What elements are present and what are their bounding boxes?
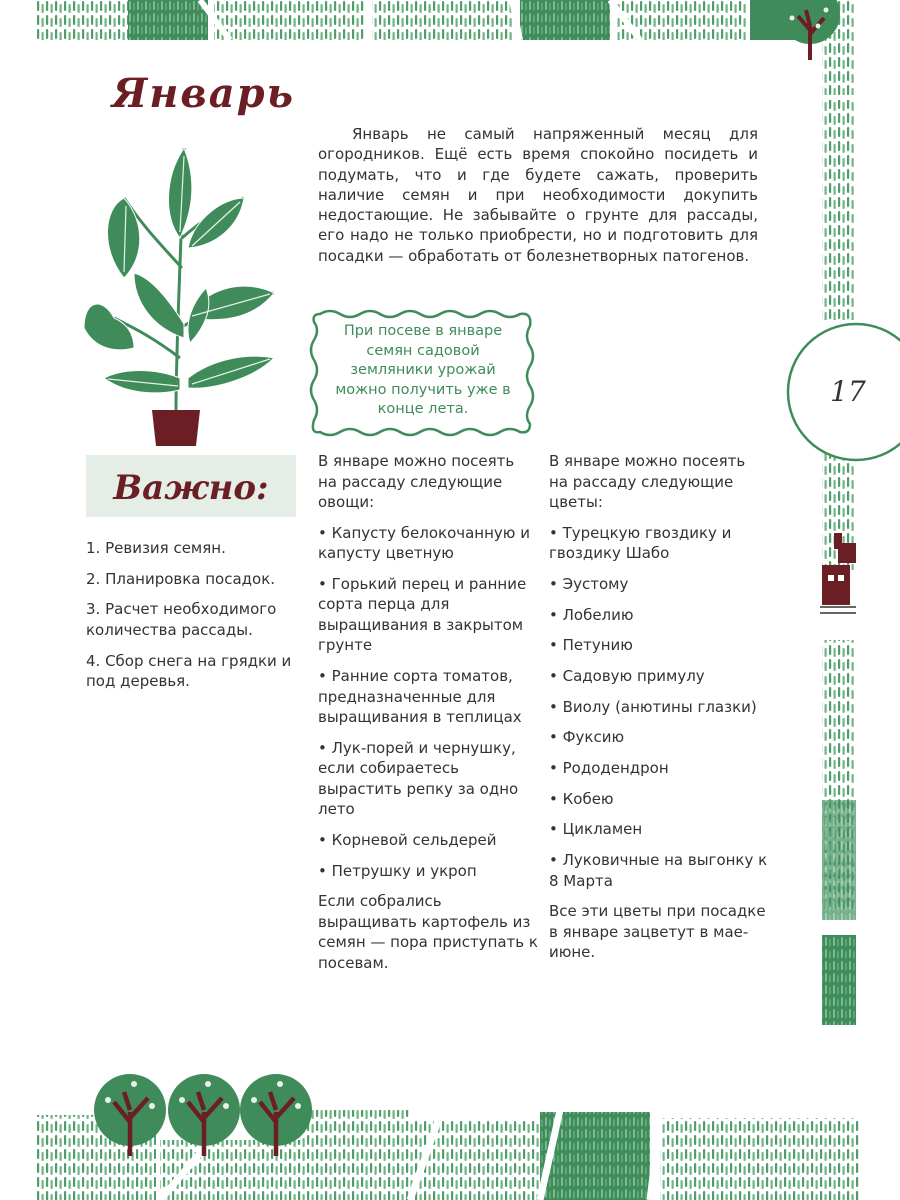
list-item: • Садовую примулу — [549, 666, 705, 685]
list-item: • Лук-порей и чернушку, если собираетесь вырастить репку за одно лето — [318, 738, 519, 819]
intro-paragraph: Январь не самый напряженный месяц для огородников. Ещё есть время спокойно посидеть и подумать, что и где будете сажать, проверить наличие семян и при необходимости докупить недостающие. Не забывайте о грунте для рассады, его надо не только приобрести, но и подготовить для посадки — обработать от болезнетворных патогенов. — [318, 125, 758, 265]
vegetables-column — [318, 451, 538, 973]
house-illustration — [820, 525, 856, 620]
list-item: 4. Сбор снега на грядки и под деревья. — [86, 651, 292, 691]
important-heading: Важно: — [113, 468, 269, 508]
tree-illustration — [770, 0, 850, 62]
list-item: • Турецкую гвоздику и гвоздику Шабо — [549, 523, 732, 563]
flowers-intro: В январе можно посеять на рассаду следующие цветы: — [549, 452, 746, 511]
flowers-list — [549, 523, 769, 891]
list-item: • Виолу (анютины глазки) — [549, 697, 757, 716]
list-item: 1. Ревизия семян. — [86, 539, 226, 557]
trees-illustration — [94, 1062, 314, 1158]
list-item: • Корневой сельдерей — [318, 830, 497, 849]
list-item: • Ранние сорта томатов, предназначенные для выращивания в теплицах — [318, 667, 522, 727]
vegetables-intro: В январе можно посеять на рассаду следующие овощи: — [318, 452, 515, 511]
list-item: • Цикламен — [549, 820, 643, 839]
list-item: 2. Планировка посадок. — [86, 569, 276, 588]
page-number: 17 — [830, 375, 866, 408]
vegetables-list — [318, 523, 538, 881]
vegetables-note: Если собрались выращивать картофель из семян — пора приступать к посевам. — [318, 892, 538, 972]
list-item: • Петунию — [549, 636, 633, 655]
list-item: • Горький перец и ранние сорта перца для выращивания в закрытом грунте — [318, 574, 527, 655]
callout-text: При посеве в январе семян садовой земляники урожай можно получить уже в конце лета. — [335, 323, 511, 417]
list-item: • Эустому — [549, 574, 629, 593]
potted-plant-illustration — [84, 128, 296, 448]
list-item: • Лобелию — [549, 605, 634, 624]
list-item: • Петрушку и укроп — [318, 861, 477, 880]
list-item: • Луковичные на выгонку к 8 Марта — [549, 851, 768, 890]
list-item: • Кобею — [549, 789, 614, 808]
list-item: • Капусту белокочанную и капусту цветную — [318, 523, 530, 563]
list-item: • Рододендрон — [549, 759, 669, 777]
list-item: • Фуксию — [549, 728, 625, 747]
important-list — [86, 538, 296, 702]
flowers-column — [549, 451, 769, 963]
page-title: Январь — [112, 70, 295, 117]
flowers-note: Все эти цветы при посадке в январе зацветут в мае-июне. — [549, 902, 766, 962]
list-item: 3. Расчет необходимого количества рассады. — [86, 600, 277, 639]
